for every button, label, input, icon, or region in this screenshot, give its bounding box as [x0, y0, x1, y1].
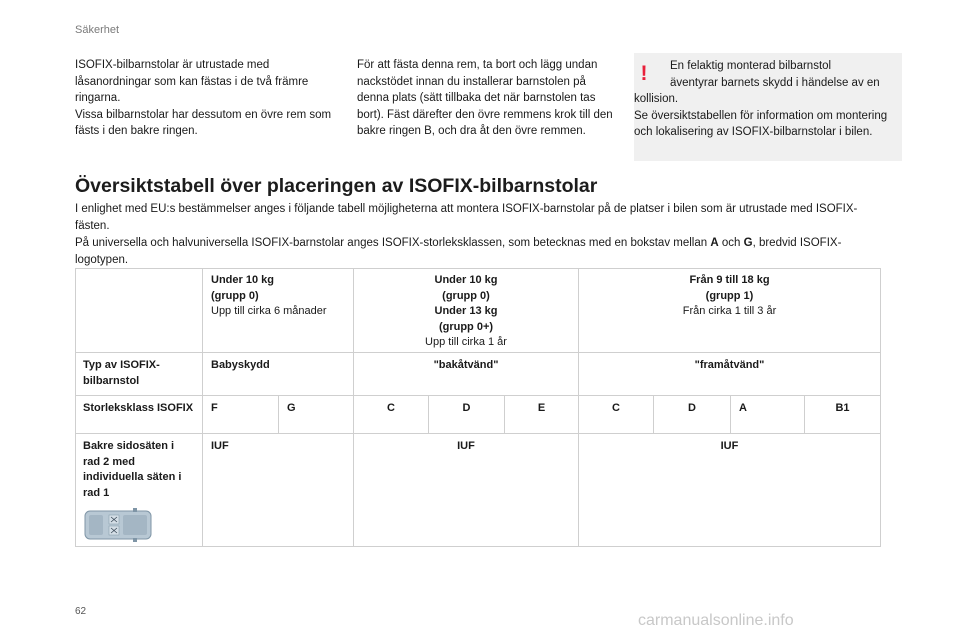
group-2-weight-b: Under 13 kg — [434, 305, 498, 317]
watermark: carmanualsonline.info — [638, 612, 794, 629]
group-3-weight: Från 9 till 18 kg — [689, 274, 770, 286]
type-babyskydd: Babyskydd — [203, 353, 354, 396]
intro-p2-pre: På universella och halvuniversella ISOFIX-barnstolar anges ISOFIX-storleksklassen, som betecknas med en bokstav mellan — [75, 237, 711, 249]
text-column-1 — [75, 57, 337, 140]
intro-text — [75, 201, 875, 269]
size-cell-9: B1 — [805, 396, 881, 434]
seat-value-1: IUF — [203, 434, 354, 547]
intro-p2-a: A — [710, 237, 719, 249]
size-cell-8: A — [731, 396, 805, 434]
intro-p2-post: , bredvid ISOFIX-logotypen. — [75, 237, 842, 266]
section-header: Säkerhet — [75, 24, 120, 36]
isofix-table — [75, 268, 881, 547]
warning-line-1: En felaktig monterad bilbarnstol — [670, 60, 832, 72]
page-number: 62 — [75, 606, 87, 617]
intro-p1: I enlighet med EU:s bestämmelser anges i följande tabell möjligheterna att montera ISOFIX-barnstolar på de platser i bilen som är utrustade med ISOFIX-fästen. — [75, 203, 858, 232]
page-title: Översiktstabell över placeringen av ISOFIX-bilbarnstolar — [75, 175, 598, 197]
warning-box — [634, 53, 902, 161]
group-2-group: (grupp 0) — [442, 289, 490, 302]
group-2-weight: Under 10 kg — [434, 274, 498, 286]
table-border — [75, 268, 881, 547]
group-1-weight: Under 10 kg — [211, 274, 274, 286]
group-3-age: Från cirka 1 till 3 år — [682, 305, 777, 317]
size-cell-3: C — [354, 396, 429, 434]
group-2-age: Upp till cirka 1 år — [425, 336, 507, 348]
size-cell-7: D — [654, 396, 731, 434]
group-1-age: Upp till cirka 6 månader — [211, 305, 327, 317]
intro-p2-g: G — [743, 237, 753, 249]
intro-p2-mid: och — [718, 237, 744, 249]
size-label: Storleksklass ISOFIX — [75, 396, 203, 434]
group-3-group: (grupp 1) — [705, 289, 754, 302]
size-cell-2: G — [279, 396, 354, 434]
type-bakatvand: "bakåtvänd" — [354, 353, 579, 396]
group-1-group: (grupp 0) — [211, 289, 259, 302]
intro-p2 — [75, 235, 875, 269]
warning-line-2: äventyrar barnets skydd i händelse av en — [670, 76, 880, 89]
col1-text: ISOFIX-bilbarnstolar är utrustade med låsanordningar som kan fästas i de två främre ringarna. Vissa bilbarnstolar har dessutom en övre rem som fästs i den bakre ringen. — [75, 59, 332, 137]
size-cell-1: F — [203, 396, 279, 434]
size-cell-6: C — [579, 396, 654, 434]
size-cell-4: D — [429, 396, 505, 434]
col2-text: För att fästa denna rem, ta bort och lägg undan nackstödet innan du installerar barnstolen på denna plats (sätt tillbaka det när barnstolen tas bort). Fäst därefter den övre remmens krok till den bakre ringen B, och dra åt den övre remmen. — [357, 59, 613, 137]
seat-value-3: IUF — [579, 434, 881, 547]
seat-label: Bakre sidosäten i rad 2 med individuella säten i rad 1 — [83, 440, 182, 499]
type-label: Typ av ISOFIX-bilbarnstol — [75, 353, 203, 396]
seat-value-2: IUF — [354, 434, 579, 547]
text-column-2 — [357, 57, 619, 140]
exclamation-icon: ! — [640, 62, 648, 85]
type-framatvand: "framåtvänd" — [579, 353, 881, 396]
group-2-group-b: (grupp 0+) — [438, 320, 494, 333]
size-cell-5: E — [505, 396, 579, 434]
warning-rest: kollision. Se översiktstabellen för information om montering och lokalisering av ISOFIX-bilbarnstolar i bilen. — [634, 93, 888, 138]
